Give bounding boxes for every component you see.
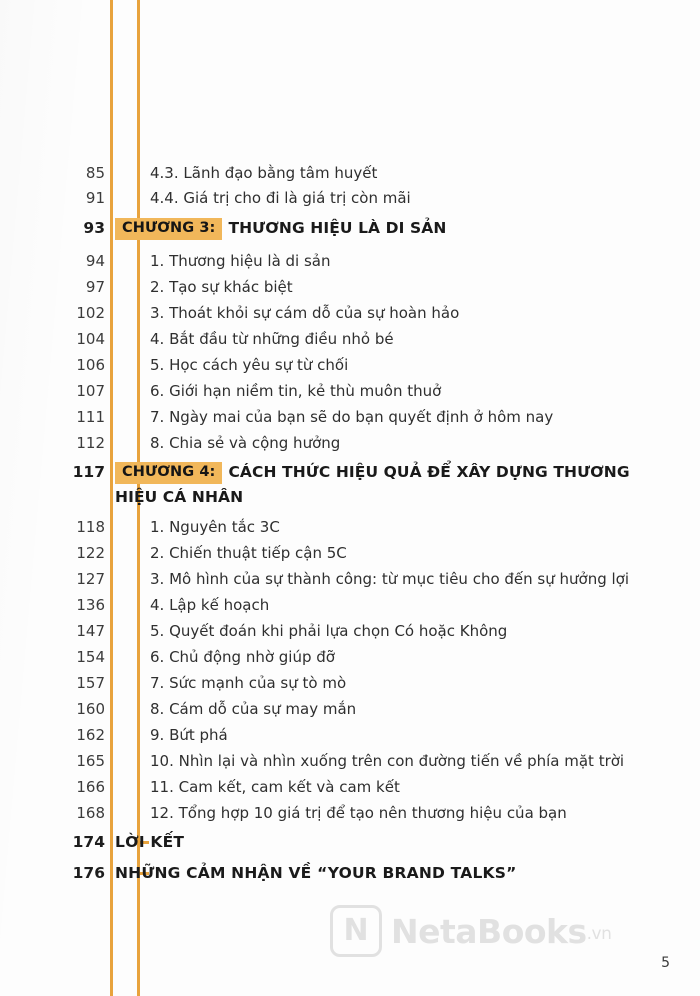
page-number: 5 bbox=[661, 955, 670, 971]
watermark-tld: .vn bbox=[586, 923, 612, 944]
toc-page-number: 157 bbox=[76, 674, 105, 692]
toc-page-number: 93 bbox=[83, 219, 105, 237]
toc-page-number: 160 bbox=[76, 700, 105, 718]
toc-item-title: 2. Chiến thuật tiếp cận 5C bbox=[150, 544, 347, 562]
toc-item-title: 3. Mô hình của sự thành công: từ mục tiêu cho đến sự hưởng lợi bbox=[150, 570, 630, 588]
toc-entry[interactable] bbox=[0, 750, 670, 772]
toc-item-title: 10. Nhìn lại và nhìn xuống trên con đường tiến về phía mặt trời bbox=[150, 752, 625, 770]
toc-entry[interactable] bbox=[0, 380, 670, 402]
toc-entry[interactable] bbox=[0, 302, 670, 324]
toc-item-title: 7. Sức mạnh của sự tò mò bbox=[150, 674, 347, 692]
toc-item-title: 5. Quyết đoán khi phải lựa chọn Có hoặc Không bbox=[150, 622, 508, 640]
toc-entry[interactable] bbox=[0, 646, 670, 668]
toc-page-number: 97 bbox=[85, 278, 105, 296]
toc-entry[interactable] bbox=[0, 831, 670, 853]
watermark-name: NetaBooks bbox=[391, 911, 587, 951]
toc-item-title: 4.3. Lãnh đạo bằng tâm huyết bbox=[150, 164, 378, 182]
toc-page-number: 174 bbox=[72, 833, 105, 851]
toc-entry[interactable] bbox=[0, 568, 670, 590]
toc-page-number: 94 bbox=[85, 252, 105, 270]
toc-page-number: 154 bbox=[76, 648, 105, 666]
toc-entry[interactable] bbox=[0, 620, 670, 642]
watermark-text bbox=[391, 912, 611, 951]
toc-chapter-title bbox=[115, 461, 670, 508]
toc-entry[interactable] bbox=[0, 724, 670, 746]
toc-page-number: 118 bbox=[76, 518, 105, 536]
toc-page-number: 165 bbox=[76, 752, 105, 770]
toc-page-number: 127 bbox=[76, 570, 105, 588]
toc-chapter-badge: CHƯƠNG 4: bbox=[115, 462, 222, 484]
toc-chapter-label-continued: HIỆU CÁ NHÂN bbox=[115, 488, 244, 506]
netabooks-logo-icon bbox=[330, 905, 382, 957]
toc-entry[interactable] bbox=[0, 406, 670, 428]
toc-item-title: 11. Cam kết, cam kết và cam kết bbox=[150, 778, 400, 796]
toc-item-title: 6. Chủ động nhờ giúp đỡ bbox=[150, 648, 335, 666]
toc-chapter-label: CÁCH THỨC HIỆU QUẢ ĐỂ XÂY DỰNG THƯƠNG bbox=[228, 463, 630, 481]
toc-entry[interactable] bbox=[0, 542, 670, 564]
toc-chapter-title bbox=[115, 217, 670, 240]
toc-section-title: LỜI KẾT bbox=[115, 833, 185, 851]
toc-item-title: 8. Chia sẻ và cộng hưởng bbox=[150, 434, 341, 452]
toc-item-title: 8. Cám dỗ của sự may mắn bbox=[150, 700, 357, 718]
toc-page-number: 136 bbox=[76, 596, 105, 614]
toc-entry[interactable] bbox=[0, 672, 670, 694]
toc-item-title: 4. Lập kế hoạch bbox=[150, 596, 270, 614]
toc-entry[interactable] bbox=[0, 162, 670, 184]
toc-item-title: 4.4. Giá trị cho đi là giá trị còn mãi bbox=[150, 189, 411, 207]
toc-entry[interactable] bbox=[0, 516, 670, 538]
toc-entry[interactable] bbox=[0, 461, 670, 508]
toc-page-number: 147 bbox=[76, 622, 105, 640]
toc-entry[interactable] bbox=[0, 328, 670, 350]
toc-page-number: 176 bbox=[72, 864, 105, 882]
toc-item-title: 1. Thương hiệu là di sản bbox=[150, 252, 331, 270]
toc-chapter-label: THƯƠNG HIỆU LÀ DI SẢN bbox=[228, 219, 447, 237]
toc-page-number: 112 bbox=[76, 434, 105, 452]
toc-entry[interactable] bbox=[0, 187, 670, 209]
toc-entry[interactable] bbox=[0, 217, 670, 240]
toc-entry[interactable] bbox=[0, 862, 670, 884]
toc-item-title: 3. Thoát khỏi sự cám dỗ của sự hoàn hảo bbox=[150, 304, 460, 322]
toc-item-title: 12. Tổng hợp 10 giá trị để tạo nên thương hiệu của bạn bbox=[150, 804, 567, 822]
toc-page-number: 106 bbox=[76, 356, 105, 374]
toc-entry[interactable] bbox=[0, 698, 670, 720]
toc-page-number: 104 bbox=[76, 330, 105, 348]
toc-item-title: 9. Bứt phá bbox=[150, 726, 228, 744]
toc-entry[interactable] bbox=[0, 276, 670, 298]
toc-entry[interactable] bbox=[0, 250, 670, 272]
toc-item-title: 5. Học cách yêu sự từ chối bbox=[150, 356, 349, 374]
toc-entry[interactable] bbox=[0, 594, 670, 616]
toc-page-number: 111 bbox=[76, 408, 105, 426]
toc-entry[interactable] bbox=[0, 354, 670, 376]
toc-item-title: 1. Nguyên tắc 3C bbox=[150, 518, 280, 536]
toc-section-title: NHỮNG CẢM NHẬN VỀ “YOUR BRAND TALKS” bbox=[115, 864, 517, 882]
toc-entry[interactable] bbox=[0, 802, 670, 824]
toc-chapter-badge: CHƯƠNG 3: bbox=[115, 218, 222, 240]
toc-item-title: 4. Bắt đầu từ những điều nhỏ bé bbox=[150, 330, 394, 348]
toc-item-title: 7. Ngày mai của bạn sẽ do bạn quyết định ở hôm nay bbox=[150, 408, 554, 426]
toc-page-number: 168 bbox=[76, 804, 105, 822]
toc-page-number: 102 bbox=[76, 304, 105, 322]
toc-entry[interactable] bbox=[0, 776, 670, 798]
toc-page-number: 166 bbox=[76, 778, 105, 796]
watermark-mark: N bbox=[343, 913, 369, 948]
toc-page-number: 91 bbox=[85, 189, 105, 207]
toc-page-number: 162 bbox=[76, 726, 105, 744]
watermark bbox=[330, 905, 611, 957]
toc-entry[interactable] bbox=[0, 432, 670, 454]
toc-page-number: 85 bbox=[85, 164, 105, 182]
toc-item-title: 6. Giới hạn niềm tin, kẻ thù muôn thuở bbox=[150, 382, 442, 400]
toc-page-number: 122 bbox=[76, 544, 105, 562]
toc-page-number: 107 bbox=[76, 382, 105, 400]
toc-item-title: 2. Tạo sự khác biệt bbox=[150, 278, 293, 296]
toc-page-number: 117 bbox=[72, 463, 105, 481]
